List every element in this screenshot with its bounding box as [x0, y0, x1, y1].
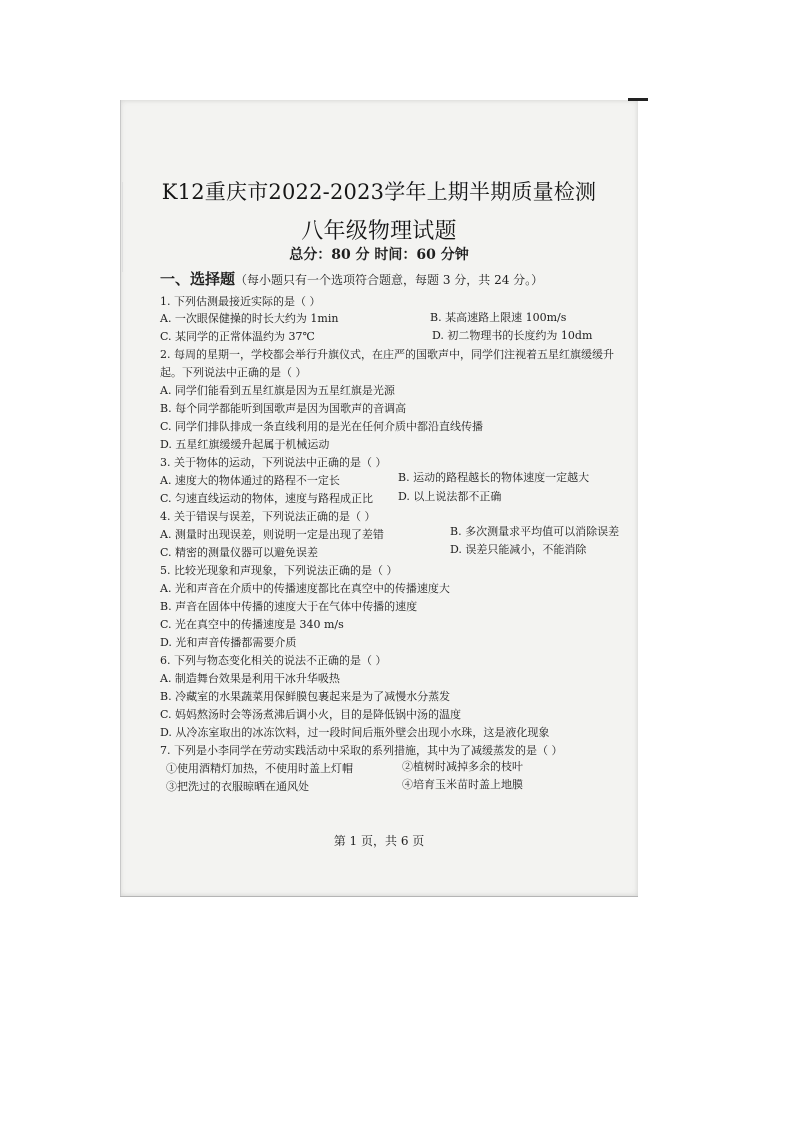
q3-option-d: D. 以上说法都不正确: [398, 490, 502, 503]
page-footer: 第 1 页，共 6 页: [333, 834, 425, 848]
q6-option-a: A. 制造舞台效果是利用干冰升华吸热: [160, 672, 340, 685]
q1-option-a: A. 一次眼保健操的时长大约为 1min: [160, 312, 339, 325]
q1-stem: 1. 下列估测最接近实际的是（ ）: [160, 295, 321, 308]
q7-stem: 7. 下列是小李同学在劳动实践活动中采取的系列措施，其中为了减缓蒸发的是（ ）: [160, 744, 563, 757]
q6-option-b: B. 冷藏室的水果蔬菜用保鲜膜包裹起来是为了减慢水分蒸发: [160, 690, 451, 703]
q5-option-d: D. 光和声音传播都需要介质: [160, 636, 297, 649]
q2-option-c: C. 同学们排队排成一条直线利用的是光在任何介质中都沿直线传播: [160, 420, 484, 433]
section-heading: [160, 268, 543, 289]
q1-option-b: B. 某高速路上限速 100m/s: [430, 311, 567, 324]
section-title: 一、选择题: [160, 270, 236, 288]
q7-option-4: ④培育玉米苗时盖上地膜: [402, 778, 523, 791]
q3-option-b: B. 运动的路程越长的物体速度一定越大: [398, 471, 590, 484]
q5-option-a: A. 光和声音在介质中的传播速度都比在真空中的传播速度大: [160, 582, 450, 595]
q5-stem: 5. 比较光现象和声现象，下列说法正确的是（ ）: [160, 564, 398, 577]
q5-option-b: B. 声音在固体中传播的速度大于在气体中传播的速度: [160, 600, 418, 613]
q2-stem: 2. 每周的星期一，学校都会举行升旗仪式，在庄严的国歌声中，同学们注视着五星红旗缓缓升: [160, 348, 614, 361]
q6-option-c: C. 妈妈熬汤时会等汤煮沸后调小火，目的是降低锅中汤的温度: [160, 708, 462, 721]
q4-option-c: C. 精密的测量仪器可以避免误差: [160, 546, 319, 559]
q2-option-a: A. 同学们能看到五星红旗是因为五星红旗是光源: [160, 384, 395, 397]
q3-stem: 3. 关于物体的运动，下列说法中正确的是（ ）: [160, 456, 387, 469]
q4-option-d: D. 误差只能减小，不能消除: [450, 543, 587, 556]
q4-option-a: A. 测量时出现误差，则说明一定是出现了差错: [160, 528, 384, 541]
q5-option-c: C. 光在真空中的传播速度是 340 m/s: [160, 618, 344, 631]
q6-stem: 6. 下列与物态变化相关的说法不正确的是（ ）: [160, 654, 387, 667]
exam-subtitle: 八年级物理试题: [301, 219, 457, 244]
q2-option-d: D. 五星红旗缓缓升起属于机械运动: [160, 438, 330, 451]
q2-option-b: B. 每个同学都能听到国歌声是因为国歌声的音调高: [160, 402, 407, 415]
q1-option-d: D. 初二物理书的长度约为 10dm: [432, 329, 593, 342]
q2-stem-cont: 起。下列说法中正确的是（ ）: [160, 366, 307, 379]
q1-option-c: C. 某同学的正常体温约为 37℃: [160, 330, 315, 343]
exam-meta: 总分：80 分 时间：60 分钟: [289, 247, 469, 263]
q3-option-a: A. 速度大的物体通过的路程不一定长: [160, 474, 340, 487]
section-note: （每小题只有一个选项符合题意，每题 3 分，共 24 分。）: [235, 273, 544, 287]
q7-option-1: ①使用酒精灯加热，不使用时盖上灯帽: [166, 762, 353, 775]
q7-option-3: ③把洗过的衣服晾晒在通风处: [166, 780, 309, 793]
scan-edge-mark: [628, 98, 648, 101]
q7-option-2: ②植树时减掉多余的枝叶: [402, 760, 523, 773]
q4-stem: 4. 关于错误与误差，下列说法正确的是（ ）: [160, 510, 376, 523]
scan-bottom-edge: [120, 896, 638, 897]
q4-option-b: B. 多次测量求平均值可以消除误差: [450, 525, 620, 538]
q6-option-d: D. 从冷冻室取出的冰冻饮料，过一段时间后瓶外壁会出现小水珠，这是液化现象: [160, 726, 550, 739]
q3-option-c: C. 匀速直线运动的物体，速度与路程成正比: [160, 492, 374, 505]
exam-title: K12重庆市2022-2023学年上期半期质量检测: [161, 180, 597, 204]
